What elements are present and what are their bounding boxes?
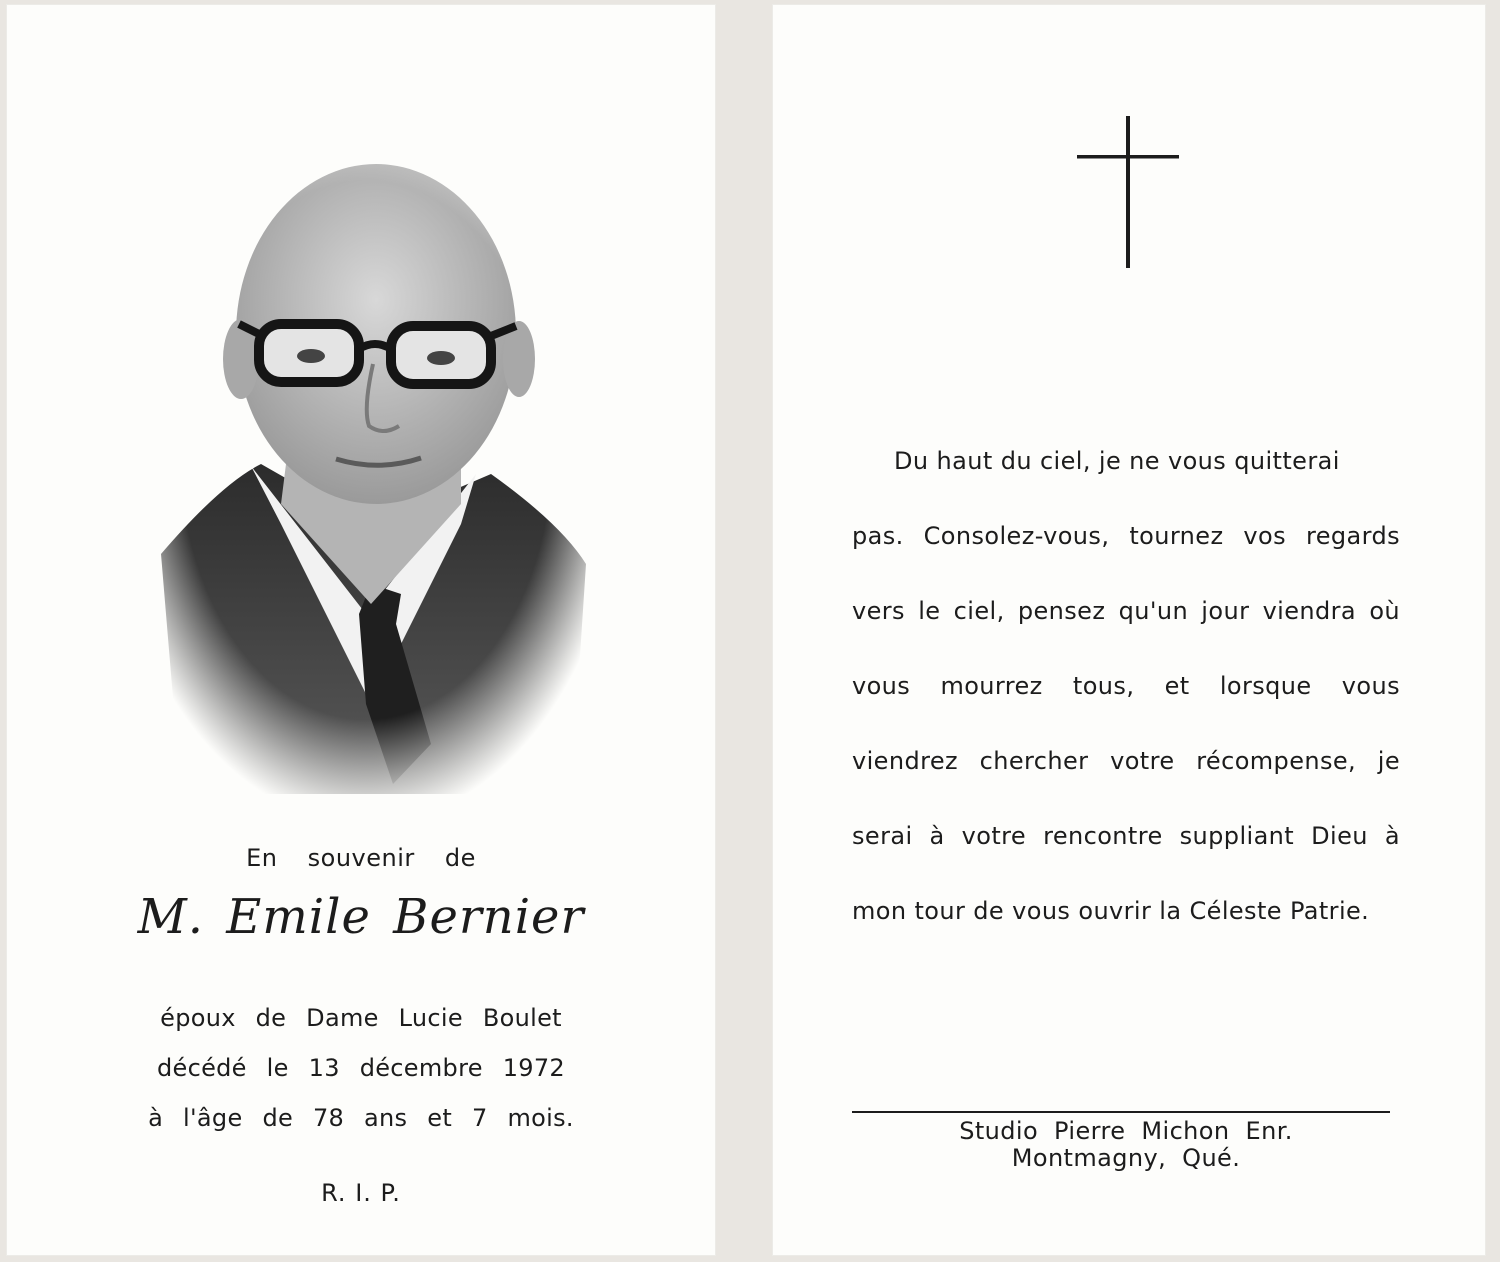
age-line: à l'âge de 78 ans et 7 mois. xyxy=(148,1104,574,1132)
prayer-line: viendrez chercher votre récompense, je xyxy=(852,747,1400,775)
intro-text: En souvenir de xyxy=(246,844,476,872)
prayer-line: mon tour de vous ouvrir la Céleste xyxy=(852,897,1282,925)
cross-icon xyxy=(1077,116,1179,268)
death-date-line: décédé le 13 décembre 1972 xyxy=(156,1054,565,1082)
rip-text: R. I. P. xyxy=(321,1179,401,1207)
studio-location: Montmagny, Qué. xyxy=(1011,1144,1241,1172)
portrait-photo xyxy=(131,144,601,824)
spouse-line: époux de Dame Lucie Boulet xyxy=(160,1004,562,1032)
deceased-name: M. Emile Bernier xyxy=(137,889,585,945)
memorial-card-front xyxy=(6,4,716,1256)
memorial-card-back xyxy=(772,4,1486,1256)
prayer-text xyxy=(852,424,1400,949)
divider-line xyxy=(852,1111,1390,1113)
prayer-line: Du haut du ciel, je ne vous quitterai xyxy=(894,447,1340,475)
prayer-line: Patrie. xyxy=(1289,897,1370,925)
prayer-line: serai à votre rencontre suppliant Dieu à xyxy=(852,822,1400,850)
prayer-line: vers le ciel, pensez qu'un jour viendra xyxy=(852,597,1357,625)
prayer-line: où vous mourrez tous, et lorsque vous xyxy=(852,597,1401,700)
prayer-line: pas. Consolez-vous, tournez vos regards xyxy=(852,522,1400,550)
studio-name: Studio Pierre Michon Enr. xyxy=(959,1117,1293,1145)
